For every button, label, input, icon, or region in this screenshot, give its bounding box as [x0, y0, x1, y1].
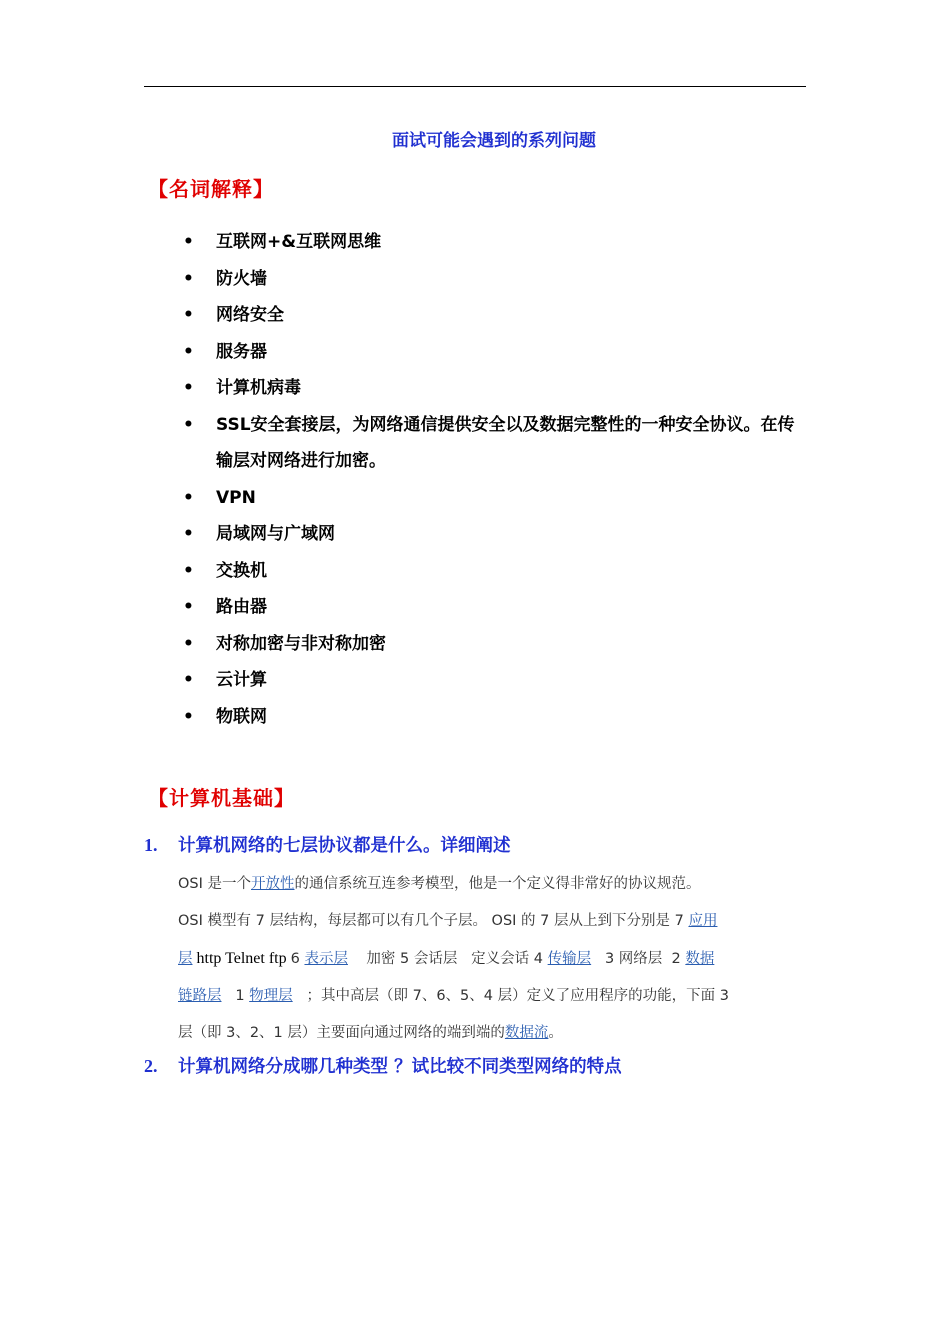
list-item: • 路由器: [183, 589, 803, 626]
answer-text: 加密 5 会话层 定义会话 4: [347, 951, 548, 967]
list-item: • 计算机病毒: [183, 370, 803, 407]
list-item: • 防火墙: [183, 261, 803, 298]
answer-text: 6: [290, 951, 305, 967]
list-item: • 服务器: [183, 334, 803, 371]
link-presentation-layer[interactable]: 表示层: [304, 951, 348, 967]
answer-text: ；其中高层（即 7、6、5、4 层）定义了应用程序的功能，下面 3: [292, 988, 729, 1004]
question-text: 计算机网络的七层协议都是什么。详细阐述: [178, 836, 511, 856]
link-data-link-layer-cont[interactable]: 链路层: [178, 988, 222, 1004]
answer-text: http Telnet ftp: [192, 950, 291, 967]
list-item: • SSL安全套接层，为网络通信提供安全以及数据完整性的一种安全协议。在传输层对网络进行加密。: [183, 407, 803, 480]
answer-line-3: [178, 940, 803, 978]
link-application-layer[interactable]: 应用: [688, 913, 718, 929]
answer-text: 。: [548, 1025, 563, 1041]
terms-list: [183, 224, 803, 735]
list-item: • VPN: [183, 480, 803, 517]
answer-text: 的通信系统互连参考模型，他是一个定义得非常好的协议规范。: [294, 876, 701, 892]
link-data-stream[interactable]: 数据流: [504, 1025, 549, 1041]
list-item: • 网络安全: [183, 297, 803, 334]
list-item: • 对称加密与非对称加密: [183, 626, 803, 663]
answer-line-1: [178, 866, 803, 903]
list-item: • 局域网与广域网: [183, 516, 803, 553]
link-data-link-layer[interactable]: 数据: [685, 951, 715, 967]
answer-line-5: [178, 1015, 803, 1052]
list-item: • 交换机: [183, 553, 803, 590]
answer-text: 1: [221, 988, 250, 1004]
link-transport-layer[interactable]: 传输层: [547, 951, 592, 967]
question-1-answer: [178, 866, 803, 1052]
header-rule: [144, 86, 806, 87]
question-number: 2.: [144, 1056, 158, 1076]
question-1: [144, 832, 511, 857]
list-item: • 云计算: [183, 662, 803, 699]
link-open[interactable]: 开放性: [251, 876, 295, 892]
section-heading-basics: 【计算机基础】: [148, 786, 295, 810]
list-item: • 物联网: [183, 699, 803, 736]
document-title: 面试可能会遇到的系列问题: [392, 131, 596, 151]
answer-text: OSI 模型有 7 层结构，每层都可以有几个子层。 OSI 的 7 层从上到下分别是 7: [178, 913, 689, 929]
answer-text: OSI 是一个: [178, 876, 252, 892]
question-2: [144, 1053, 622, 1078]
list-item: • 互联网+&互联网思维: [183, 224, 803, 261]
answer-line-4: [178, 978, 803, 1015]
question-number: 1.: [144, 835, 158, 855]
section-heading-terms: 【名词解释】: [148, 177, 274, 201]
question-text: 计算机网络分成哪几种类型 ？试比较不同类型网络的特点: [178, 1057, 622, 1077]
answer-text: 层（即 3、2、1 层）主要面向通过网络的端到端的: [178, 1025, 505, 1041]
link-physical-layer[interactable]: 物理层: [249, 988, 293, 1004]
answer-text: 3 网络层 2: [591, 951, 686, 967]
link-application-layer-cont[interactable]: 层: [178, 951, 193, 967]
answer-line-2: [178, 903, 803, 940]
